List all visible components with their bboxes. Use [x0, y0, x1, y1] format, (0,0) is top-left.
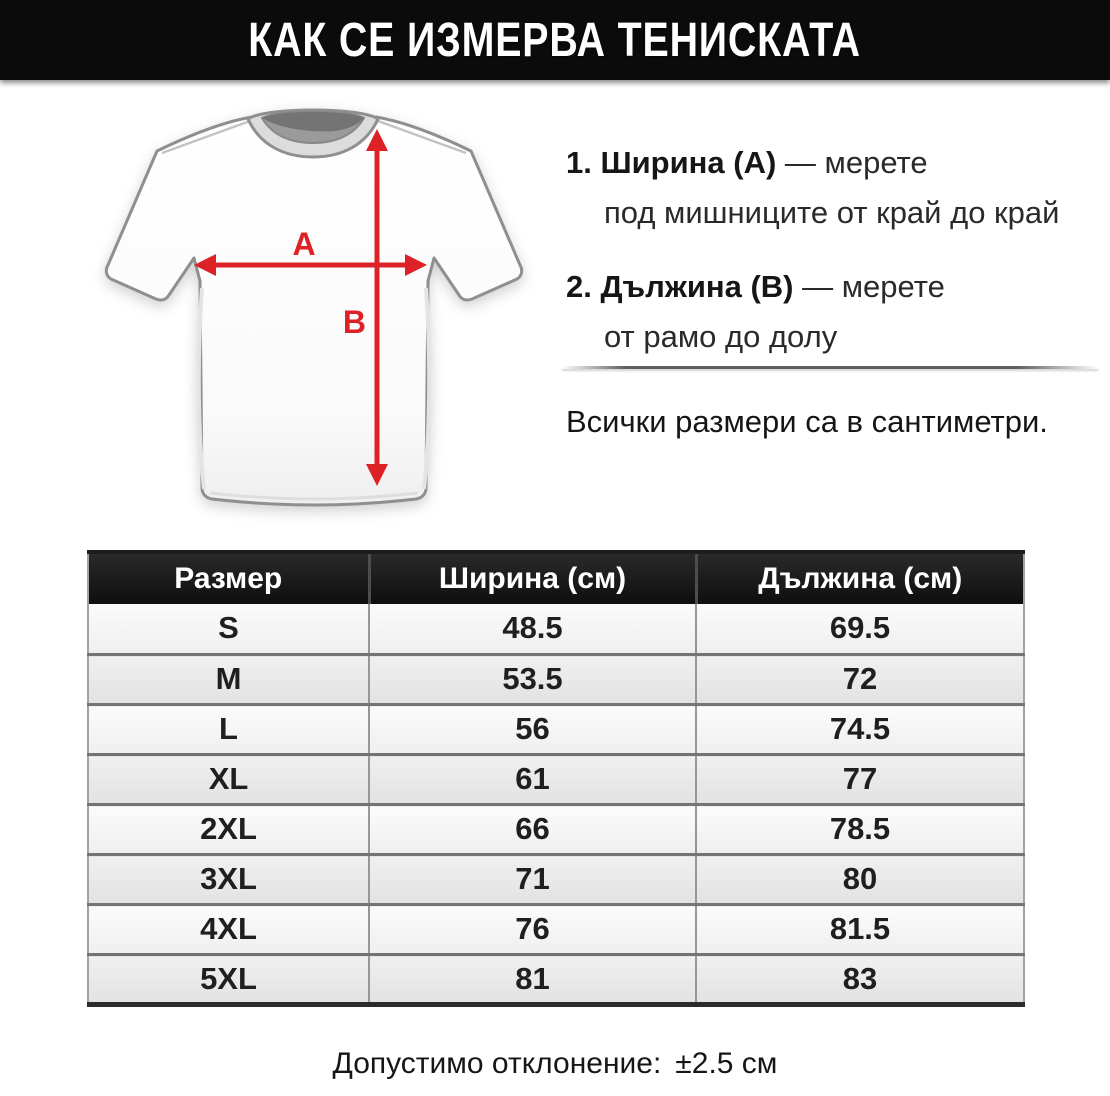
length-cell: 69.5 — [696, 604, 1024, 654]
tolerance-value: ±2.5 см — [675, 1047, 778, 1080]
width-cell: 56 — [369, 704, 696, 754]
width-cell: 81 — [369, 954, 696, 1004]
width-cell: 61 — [369, 754, 696, 804]
length-cell: 80 — [696, 854, 1024, 904]
table-row — [88, 804, 1024, 854]
size-table-body — [88, 604, 1024, 1004]
column-header: Размер — [88, 552, 369, 604]
size-cell: 3XL — [200, 861, 257, 896]
column-header: Дължина (см) — [696, 552, 1024, 604]
column-header: Ширина (см) — [369, 552, 696, 604]
instruction-line — [566, 138, 1106, 188]
size-table — [87, 550, 1025, 1007]
table-row — [88, 654, 1024, 704]
instruction-term: 1. Ширина (A) — [566, 145, 777, 180]
instruction-continuation: под мишниците от край до край — [604, 195, 1060, 230]
tolerance-note — [0, 1044, 1110, 1084]
length-cell: 72 — [696, 654, 1024, 704]
length-cell: 74.5 — [696, 704, 1024, 754]
size-cell: 5XL — [200, 960, 257, 996]
tshirt-measurement-diagram — [90, 103, 540, 523]
width-cell: 71 — [369, 854, 696, 904]
size-table-header-row — [88, 552, 1024, 604]
table-row — [88, 754, 1024, 804]
instruction-line — [566, 262, 1106, 312]
instruction-item-length — [566, 262, 1106, 362]
title-bar — [0, 0, 1110, 80]
measurement-instructions — [566, 138, 1106, 362]
length-cell: 81.5 — [696, 904, 1024, 954]
size-cell: S — [218, 610, 239, 646]
size-cell: 2XL — [200, 811, 257, 846]
table-row — [88, 954, 1024, 1004]
units-note: Всички размери са в сантиметри. — [566, 404, 1048, 439]
table-row — [88, 704, 1024, 754]
length-cell: 78.5 — [696, 804, 1024, 854]
size-cell: L — [219, 711, 238, 746]
tshirt-illustration — [90, 103, 540, 523]
instruction-item-width — [566, 138, 1106, 238]
tshirt-body — [106, 117, 521, 505]
instruction-term: 2. Дължина (B) — [566, 269, 794, 304]
size-cell: XL — [208, 761, 249, 796]
section-divider — [562, 366, 1098, 369]
size-cell: M — [215, 661, 242, 696]
width-cell: 66 — [369, 804, 696, 854]
length-label-b: B — [342, 304, 366, 340]
length-cell: 83 — [696, 954, 1024, 1004]
width-cell: 53.5 — [369, 654, 696, 704]
length-cell: 77 — [696, 754, 1024, 804]
instruction-continuation: от рамо до долу — [604, 319, 838, 354]
size-cell: 4XL — [200, 911, 257, 946]
width-cell: 76 — [369, 904, 696, 954]
instruction-text: — мерете — [784, 145, 928, 180]
instruction-text: — мерете — [802, 269, 945, 304]
table-row — [88, 604, 1024, 654]
table-row — [88, 904, 1024, 954]
tolerance-label: Допустимо отклонение: — [332, 1047, 662, 1080]
table-row — [88, 854, 1024, 904]
width-label-a: A — [292, 226, 316, 262]
page-title: КАК СЕ ИЗМЕРВА ТЕНИСКАТА — [248, 13, 862, 67]
width-cell: 48.5 — [369, 604, 696, 654]
